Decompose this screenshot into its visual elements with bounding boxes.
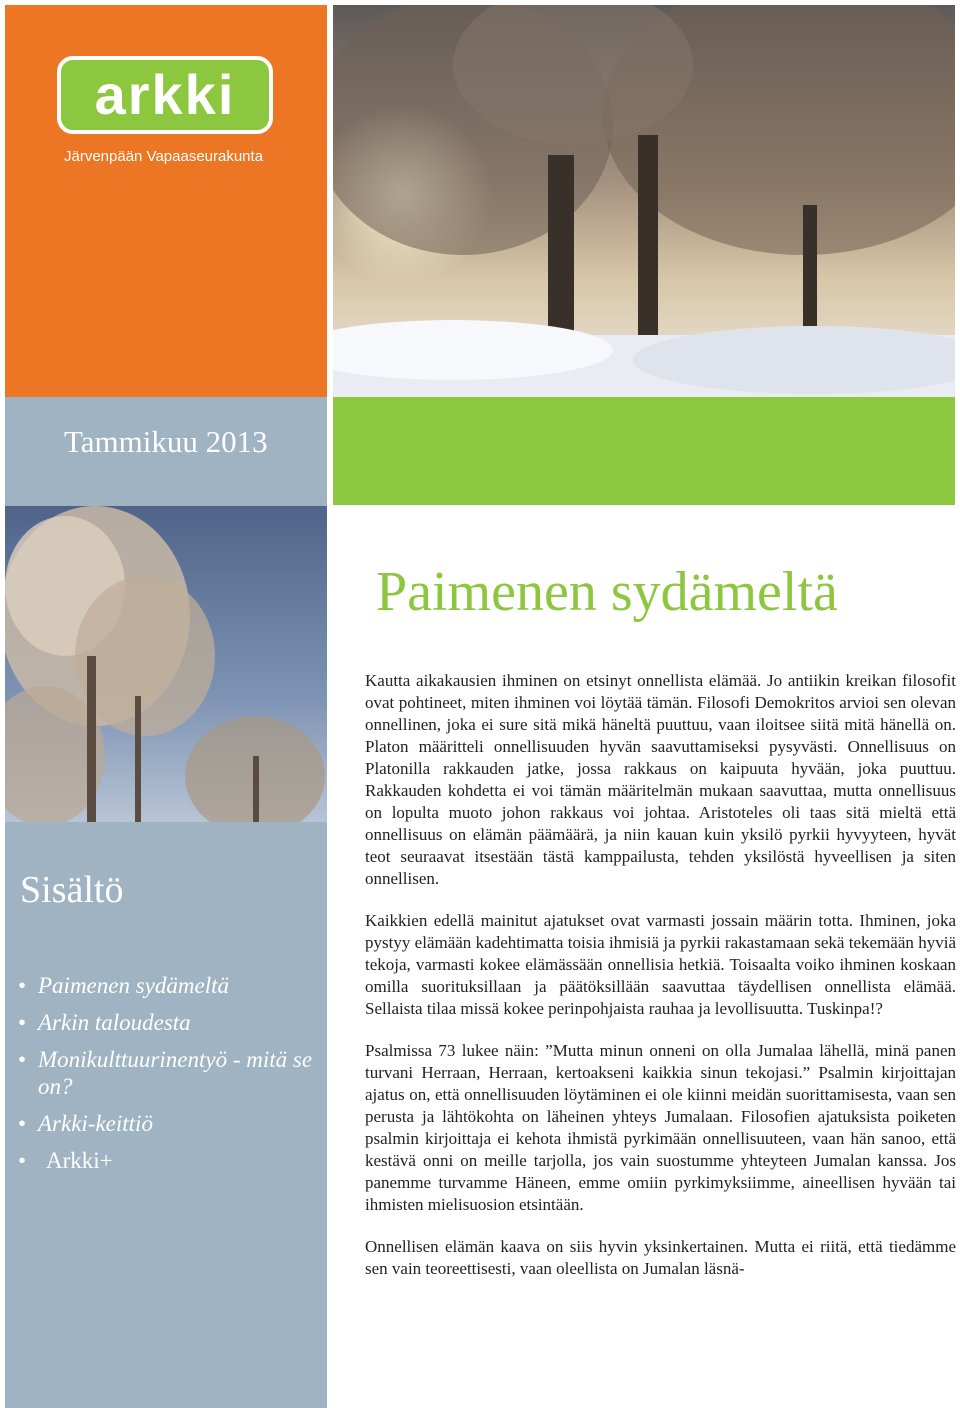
article-paragraph: Kautta aikakausien ihminen on etsinyt onnellista elämää. Jo antiikin kreikan filosofit ovat pohtineet, miten ihminen voi löytää tämän. Filosofi Demokritos arvioi sen olevan onnellinen, joka ei sure sitä mikä häneltä puuttuu, vaan iloitsee siitä mitä hänellä on. Platon määritteli onnellisuuden hyvän saavuttamiseksi pysyvästi. Onnellisuus on Platonilla rakkauden jatke, jossa rakkaus on kaipuuta hyvään, joka puuttuu. Rakkauden kohdetta ei voi tämän määritelmän mukaan saavuttaa, mutta onnellisuus on lopulta muoto johon rakkaus voi johtaa. Aristoteles oli taas sitä mieltä että onnellisuus on elämän päämäärä, ja niin kauan kuin yksilö pyrkii hyvyyteen, hyvät teot seuraavat itsestään tästä kamppailusta, tehden yksilöstä hyveellisen ja siten onnellisen.	[365, 671, 956, 888]
contents-item[interactable]: • Monikulttuurinentyö - mitä se on?	[18, 1046, 318, 1100]
contents-title: Sisältö	[20, 869, 124, 911]
issue-date: Tammikuu 2013	[64, 424, 268, 459]
winter-birch-photo	[5, 506, 327, 822]
contents-list	[18, 972, 318, 1184]
article-title: Paimenen sydämeltä	[376, 561, 838, 623]
article-paragraph: Kaikkien edellä mainitut ajatukset ovat varmasti jossain määrin totta. Ihminen, joka pystyy elämään kadehtimatta toisia ihmisiä ja pyrkii rakastamaan sekä tekemään hyviä tekoja, varmasti kokee elämässään onnellisia hetkiä. Toisaalta voiko ihminen koskaan omilla suorituksillaan ja päätöksillään saavuttaa täydellisen onnellista elämää. Sellaista tilaa missä kokee perinpohjaista rauhaa ja levollisuutta. Tuskinpa!?	[365, 911, 956, 1018]
article-body	[365, 670, 956, 1300]
contents-item[interactable]: • Arkki-keittiö	[18, 1110, 318, 1137]
article-paragraph: Psalmissa 73 lukee näin: ”Mutta minun onneni on olla Jumalaa lähellä, minä panen turvani Herraan, Herraan, kertoakseni kaikkia sinun tekojasi.” Psalmin kirjoittajan ajatus on, että onnellisuuden löytäminen ei ole kiinni meidän suorittamisesta, vaan sen perusta ja lähtökohta on läheinen yhteys Jumalaan. Filosofien ajatuksista poiketen psalmin kirjoittaja ei kehota ihmistä pyrkimään onnellisuuteen, vaan hän sanoo, että kestävä onni on meille tarjolla, jos vain suostumme yhteyteen Jumalan kanssa. Jos panemme turvamme Häneen, emme omiin pyrkimyksiimme, aineellisen hyvään tai ihmisten mielisuosion etsintään.	[365, 1041, 956, 1214]
winter-sunset-photo	[333, 5, 955, 397]
contents-item[interactable]: • Arkin taloudesta	[18, 1009, 318, 1036]
article-paragraph: Onnellisen elämän kaava on siis hyvin yksinkertainen. Mutta ei riitä, että tiedämme sen vain teoreettisesti, vaan oleellista on Jumalan läsnä-	[365, 1237, 956, 1278]
green-band	[333, 397, 955, 505]
organization-name: Järvenpään Vapaaseurakunta	[64, 148, 264, 165]
arkki-logo	[57, 56, 273, 134]
logo-text: arkki	[94, 63, 236, 126]
contents-item[interactable]: • Paimenen sydämeltä	[18, 972, 318, 999]
contents-item[interactable]: • Arkki+	[18, 1147, 318, 1174]
